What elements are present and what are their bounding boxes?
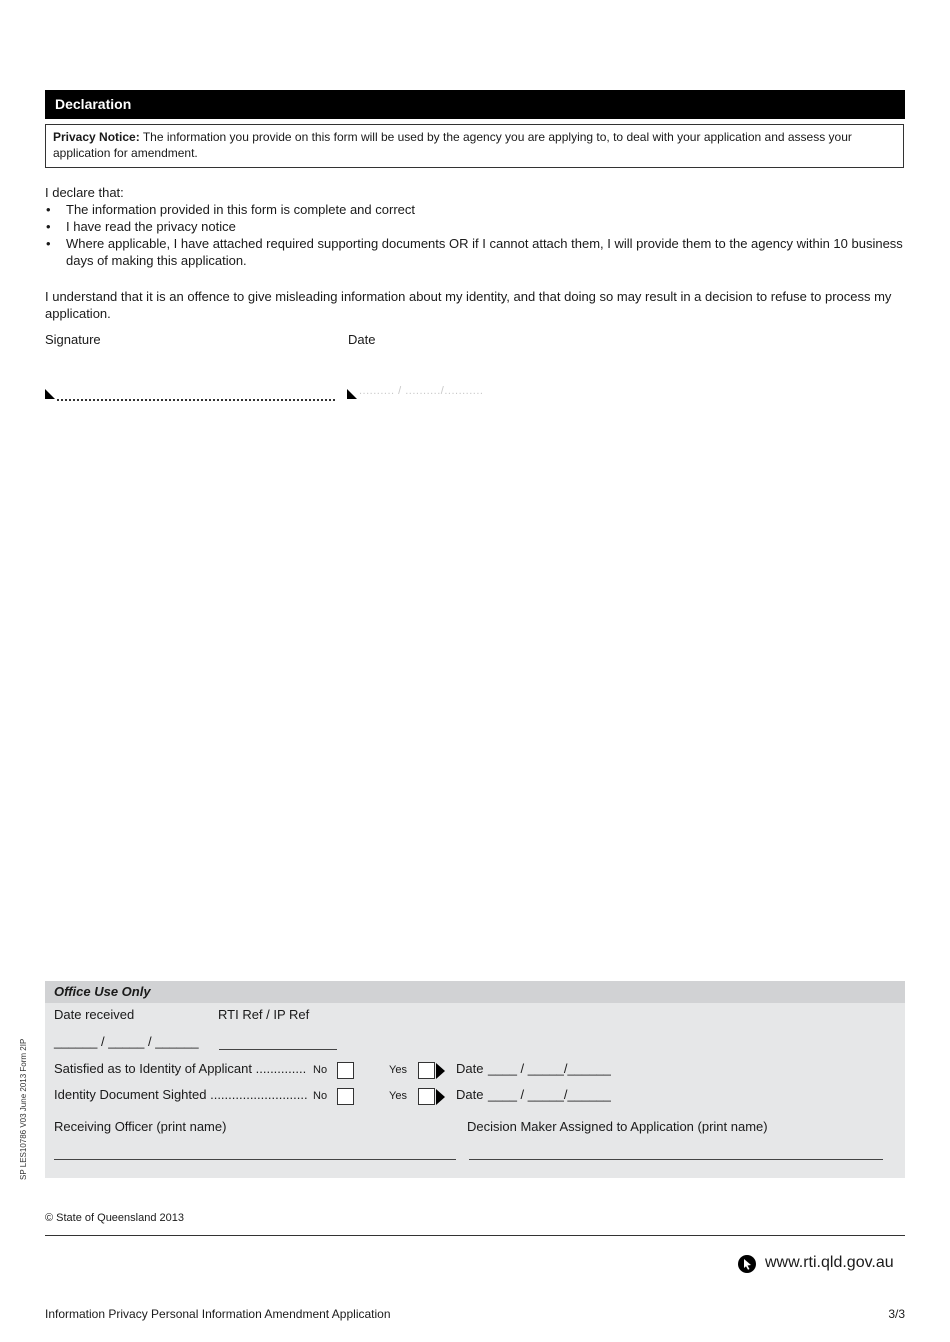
list-item: • The information provided in this form is complete and correct [45,201,905,218]
document-date-label: Date [456,1087,484,1102]
signature-label: Signature [45,332,101,347]
list-item: • Where applicable, I have attached required supporting documents OR if I cannot attach them, I will provide them to the agency within 10 business days of making this application. [45,235,905,269]
privacy-notice-text: The information you provide on this form will be used by the agency you are applying to, to deal with your application and assess your application for amendment. [53,130,852,160]
office-use-title: Office Use Only [45,981,905,1003]
footer-divider [45,1235,905,1236]
privacy-notice-label: Privacy Notice: [53,130,140,144]
rti-ref-field[interactable] [219,1049,337,1050]
website-link[interactable]: www.rti.qld.gov.au [765,1254,894,1271]
identity-date-label: Date [456,1061,484,1076]
list-item: • I have read the privacy notice [45,218,905,235]
document-yes-checkbox[interactable] [418,1088,435,1105]
arrow-right-icon [436,1063,445,1079]
identity-no-label: No [313,1064,328,1076]
date-arrow-icon [347,389,357,399]
document-no-checkbox[interactable] [337,1088,354,1105]
identity-yes-label: Yes [389,1064,407,1076]
declare-intro: I declare that: [45,185,124,200]
document-date-field[interactable]: ____ / _____/______ [488,1087,611,1102]
identity-yes-checkbox[interactable] [418,1062,435,1079]
arrow-right-icon [436,1089,445,1105]
rti-ref-label: RTI Ref / IP Ref [218,1007,310,1022]
form-code: SP LES10786 V03 June 2013 Form 2IP [19,1038,28,1180]
receiving-officer-field[interactable] [54,1159,456,1160]
date-received-label: Date received [54,1007,135,1022]
document-sighted-label: Identity Document Sighted ........................... [54,1087,308,1102]
privacy-notice [45,124,904,168]
decision-maker-field[interactable] [469,1159,883,1160]
receiving-officer-label: Receiving Officer (print name) [54,1119,227,1134]
signature-field[interactable] [57,389,335,401]
decision-maker-label: Decision Maker Assigned to Application (print name) [467,1119,768,1134]
date-received-field[interactable]: ______ / _____ / ______ [54,1034,199,1049]
identity-satisfied-label: Satisfied as to Identity of Applicant .............. [54,1061,307,1076]
office-use-panel [45,981,905,1178]
identity-date-field[interactable]: ____ / _____/______ [488,1061,611,1076]
date-field[interactable]: .......... / ........../........... [359,385,484,397]
understand-statement: I understand that it is an offence to give misleading information about my identity, and that doing so may result in a decision to refuse to process my application. [45,289,892,321]
document-yes-label: Yes [389,1090,407,1102]
declaration-header: Declaration [45,90,905,119]
signature-arrow-icon [45,389,55,399]
form-title: Information Privacy Personal Information Amendment Application [45,1307,391,1321]
document-no-label: No [313,1090,328,1102]
identity-no-checkbox[interactable] [337,1062,354,1079]
cursor-icon [738,1255,756,1273]
page-number: 3/3 [888,1307,905,1321]
declaration-list [45,201,905,269]
date-label: Date [348,332,376,347]
copyright: © State of Queensland 2013 [45,1212,184,1224]
